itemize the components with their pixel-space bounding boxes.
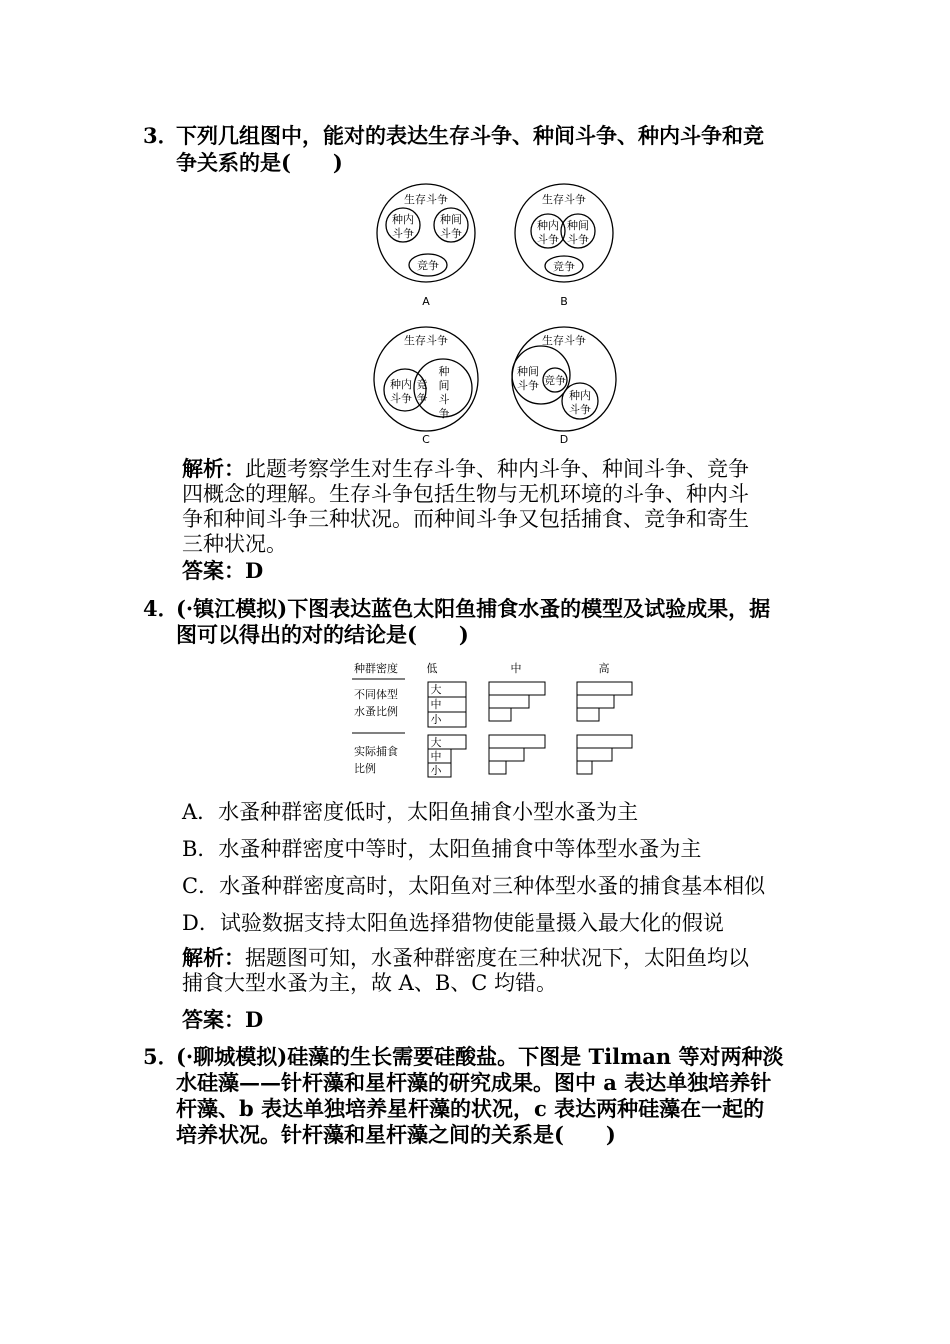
diagram-b-intra-label2: 斗争: [537, 233, 559, 246]
q4-answer-value: D: [245, 1007, 264, 1032]
diagram-b-caption: B: [560, 295, 568, 308]
fig-row1-label2: 水蚤比例: [354, 705, 398, 718]
fig-mid-pred-mid-bar: [489, 748, 524, 761]
diagram-c-outer-label: 生存斗争: [404, 334, 448, 347]
diagram-d-compete-label: 竞争: [544, 374, 566, 387]
q3-analysis-line1: [182, 456, 749, 482]
fig-mid-pred-big-bar: [489, 735, 545, 748]
diagram-d-caption: D: [559, 433, 569, 446]
diagram-c-inter-label4: 争: [438, 407, 450, 420]
fig-high-prop-small-bar: [577, 708, 599, 721]
q4-analysis-line2: 捕食大型水蚤为主，故 A、B、C 均错。: [182, 971, 558, 995]
q4-answer: [182, 1007, 263, 1033]
q3-analysis-text1: 此题考察学生对生存斗争、种内斗争、种间斗争、竞争: [245, 457, 749, 481]
fig-mid-prop-mid-bar: [489, 695, 529, 708]
fig-low-pred-big-label: 大: [430, 736, 442, 749]
diagram-c-inter-label1: 种: [438, 365, 450, 378]
q3-diagram: [365, 183, 625, 451]
q4-option-c: C．水蚤种群密度高时，太阳鱼对三种体型水蚤的捕食基本相似: [182, 874, 766, 898]
fig-low-prop-big-label: 大: [430, 683, 442, 696]
diagram-c-intra-label2: 斗争: [390, 392, 412, 405]
diagram-b-intra-label1: 种内: [537, 219, 559, 232]
q5-number: 5．: [143, 1044, 179, 1069]
fig-col-high: 高: [598, 662, 610, 675]
fig-high-pred-big-bar: [577, 735, 632, 748]
q3-answer-value: D: [245, 558, 264, 583]
fig-row2-label2: 比例: [354, 762, 376, 775]
diagram-d-outer-label: 生存斗争: [542, 334, 586, 347]
fig-col-low: 低: [426, 662, 438, 675]
diagram-c-inter-label3: 斗: [438, 393, 450, 406]
q4-figure: [350, 657, 640, 782]
diagram-d-inter-label2: 斗争: [517, 379, 539, 392]
fig-row2-label1: 实际捕食: [354, 745, 398, 758]
diagram-a-intra-label2: 斗争: [392, 227, 414, 240]
fig-mid-prop-small-bar: [489, 708, 511, 721]
q4-analysis-line1: [182, 945, 749, 971]
q5-stem-line2: 水硅藻——针杆藻和星杆藻的研究成果。图中 a 表达单独培养针: [176, 1070, 772, 1095]
diagram-c-compete-label1: 竞: [416, 378, 428, 391]
q4-option-b: B．水蚤种群密度中等时，太阳鱼捕食中等体型水蚤为主: [182, 837, 702, 861]
q3-analysis-line4: 三种状况。: [182, 532, 287, 556]
diagram-b-outer-label: 生存斗争: [542, 193, 586, 206]
diagram-b-inter-label2: 斗争: [567, 233, 589, 246]
diagram-d-inter-label1: 种间: [517, 365, 539, 378]
fig-high-prop-big-bar: [577, 682, 632, 695]
q4-stem-line1: [176, 596, 770, 622]
diagram-a-inter-label1: 种间: [440, 213, 462, 226]
q5-stem-text1: 硅藻的生长需要硅酸盐。下图是 Tilman 等对两种淡: [287, 1044, 784, 1069]
q3-analysis-label: 解析：: [182, 456, 245, 481]
q4-analysis-label: 解析：: [182, 945, 245, 970]
q3-number: 3．: [143, 123, 179, 148]
diagram-c-intra-label1: 种内: [390, 378, 412, 391]
fig-high-prop-mid-bar: [577, 695, 614, 708]
diagram-a-compete-label: 竞争: [417, 259, 439, 272]
diagram-d-intra-label2: 斗争: [569, 403, 591, 416]
q4-answer-label: 答案：: [182, 1007, 245, 1032]
diagram-b-inter-label1: 种间: [567, 219, 589, 232]
q3-analysis-line3: 争和种间斗争三种状况。而种间斗争又包括捕食、竞争和寄生: [182, 507, 749, 531]
fig-high-pred-mid-bar: [577, 748, 612, 761]
diagram-a-intra-label1: 种内: [392, 213, 414, 226]
q4-option-d: D．试验数据支持太阳鱼选择猎物使能量摄入最大化的假说: [182, 911, 724, 935]
fig-low-pred-mid-label: 中: [430, 750, 442, 763]
q5-stem-line4: 培养状况。针杆藻和星杆藻之间的关系是( ): [176, 1122, 616, 1147]
q4-analysis-text1: 据题图可知，水蚤种群密度在三种状况下，太阳鱼均以: [245, 946, 749, 970]
q5-stem-line3: 杆藻、b 表达单独培养星杆藻的状况，c 表达两种硅藻在一起的: [176, 1096, 765, 1121]
fig-high-pred-small-bar: [577, 761, 592, 774]
fig-col-mid: 中: [510, 662, 522, 675]
q3-analysis-line2: 四概念的理解。生存斗争包括生物与无机环境的斗争、种内斗: [182, 482, 749, 506]
q3-stem-line2: 争关系的是( ): [176, 150, 343, 175]
diagram-b-compete-label: 竞争: [553, 260, 575, 273]
fig-low-pred-small-label: 小: [430, 764, 442, 777]
diagram-c-caption: C: [422, 433, 430, 446]
q3-answer: [182, 558, 263, 584]
diagram-d-intra-label1: 种内: [569, 389, 591, 402]
diagram-a-inter-label2: 斗争: [440, 227, 462, 240]
fig-row1-label1: 不同体型: [354, 688, 398, 701]
q3-answer-label: 答案：: [182, 558, 245, 583]
q4-stem-text1: 下图表达蓝色太阳鱼捕食水蚤的模型及试验成果，据: [287, 596, 771, 621]
q3-stem-line1: 下列几组图中，能对的表达生存斗争、种间斗争、种内斗争和竞: [176, 123, 764, 148]
q4-number: 4．: [143, 596, 179, 621]
q4-source: (·镇江模拟): [176, 596, 288, 621]
q5-stem-line1: [176, 1044, 784, 1070]
fig-low-prop-small-label: 小: [430, 713, 442, 726]
q4-option-a: A．水蚤种群密度低时，太阳鱼捕食小型水蚤为主: [182, 800, 639, 824]
fig-mid-prop-big-bar: [489, 682, 545, 695]
fig-mid-pred-small-bar: [489, 761, 506, 774]
diagram-c-inter-label2: 间: [438, 379, 450, 392]
fig-low-prop-mid-label: 中: [430, 698, 442, 711]
q4-stem-line2: 图可以得出的对的结论是( ): [176, 622, 469, 647]
diagram-a-outer-label: 生存斗争: [404, 193, 448, 206]
diagram-c-compete-label2: 争: [416, 392, 428, 405]
fig-header: 种群密度: [354, 662, 398, 675]
diagram-a-caption: A: [422, 295, 430, 308]
q5-source: (·聊城模拟): [176, 1044, 288, 1069]
